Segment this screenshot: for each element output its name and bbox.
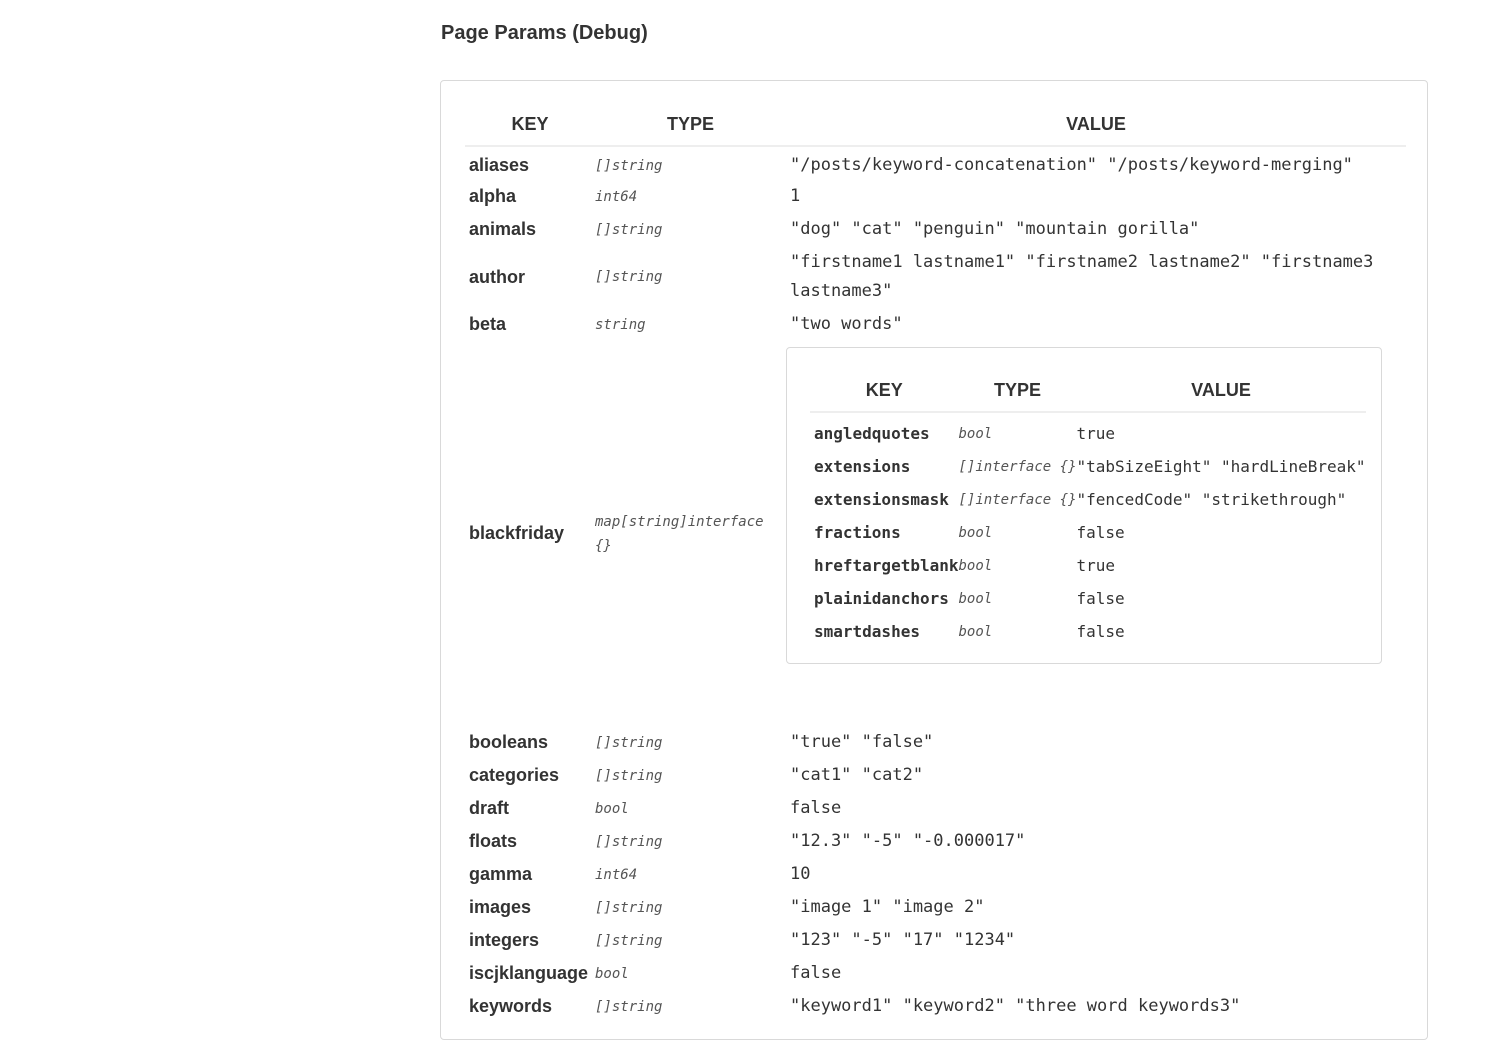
table-row bbox=[465, 990, 1406, 1023]
nested-type: []interface {} bbox=[958, 458, 1077, 475]
param-value: "keyword1" "keyword2" "three word keywords3" bbox=[790, 996, 1241, 1016]
param-value: "two words" bbox=[790, 314, 903, 334]
param-key: booleans bbox=[469, 732, 549, 752]
nested-panel bbox=[786, 347, 1382, 664]
nested-type: []interface {} bbox=[958, 491, 1077, 508]
param-type: []string bbox=[595, 157, 663, 174]
param-value: "image 1" "image 2" bbox=[790, 897, 985, 917]
nested-key: extensions bbox=[814, 457, 911, 476]
nested-type: bool bbox=[958, 425, 993, 442]
nested-header-value: VALUE bbox=[1077, 369, 1366, 412]
page-title: Page Params (Debug) bbox=[441, 22, 648, 44]
param-key: draft bbox=[469, 798, 509, 818]
nested-type: bool bbox=[958, 623, 993, 640]
nested-header-type: TYPE bbox=[959, 369, 1077, 412]
table-row bbox=[465, 308, 1406, 341]
param-key: animals bbox=[469, 219, 537, 239]
param-key: beta bbox=[469, 314, 507, 334]
table-row bbox=[465, 726, 1406, 759]
table-row bbox=[465, 146, 1406, 180]
param-type: bool bbox=[595, 965, 629, 982]
param-type: []string bbox=[595, 221, 663, 238]
param-value: "cat1" "cat2" bbox=[790, 765, 924, 785]
nested-key: smartdashes bbox=[814, 622, 920, 641]
param-type: []string bbox=[595, 932, 663, 949]
param-type bbox=[595, 341, 786, 726]
table-row bbox=[465, 792, 1406, 825]
header-value: VALUE bbox=[786, 103, 1406, 146]
params-panel bbox=[440, 80, 1428, 1040]
table-row bbox=[465, 957, 1406, 990]
param-value: "true" "false" bbox=[790, 732, 934, 752]
nested-row bbox=[810, 450, 1366, 483]
param-type: []string bbox=[595, 998, 663, 1015]
params-table bbox=[465, 103, 1406, 1023]
params-header-row bbox=[465, 103, 1406, 146]
param-value: "123" "-5" "17" "1234" bbox=[790, 930, 1016, 950]
nested-type: bool bbox=[958, 557, 993, 574]
nested-key: extensionsmask bbox=[814, 490, 949, 509]
nested-key: fractions bbox=[814, 523, 901, 542]
param-key: alpha bbox=[469, 186, 517, 206]
table-row bbox=[465, 825, 1406, 858]
param-key: floats bbox=[469, 831, 518, 851]
param-type-text: map[string]interface {} bbox=[595, 513, 764, 554]
header-key: KEY bbox=[465, 103, 595, 146]
nested-type: bool bbox=[958, 590, 993, 607]
param-type: string bbox=[595, 316, 646, 333]
nested-row bbox=[810, 483, 1366, 516]
table-row bbox=[465, 924, 1406, 957]
nested-value: true bbox=[1076, 424, 1116, 443]
header-type: TYPE bbox=[595, 103, 786, 146]
param-key: gamma bbox=[469, 864, 533, 884]
nested-row bbox=[810, 412, 1366, 450]
param-type: []string bbox=[595, 269, 663, 285]
nested-value: false bbox=[1076, 622, 1125, 641]
param-value: false bbox=[790, 798, 842, 818]
param-key: aliases bbox=[469, 155, 530, 175]
table-row bbox=[465, 891, 1406, 924]
param-key: iscjklanguage bbox=[469, 963, 589, 983]
table-row bbox=[465, 180, 1406, 213]
param-value bbox=[786, 341, 1406, 726]
param-type: []string bbox=[595, 734, 663, 751]
nested-header-key: KEY bbox=[810, 369, 959, 412]
param-value: false bbox=[790, 963, 842, 983]
nested-header-row bbox=[810, 369, 1366, 412]
table-row bbox=[465, 341, 1406, 726]
nested-key: angledquotes bbox=[814, 424, 930, 443]
param-type: bool bbox=[595, 800, 629, 817]
nested-type: bool bbox=[958, 524, 993, 541]
param-value: "12.3" "-5" "-0.000017" bbox=[790, 831, 1026, 851]
param-key: categories bbox=[469, 765, 560, 785]
param-key: blackfriday bbox=[469, 523, 565, 543]
param-type: int64 bbox=[595, 188, 638, 205]
nested-row bbox=[810, 516, 1366, 549]
nested-table bbox=[810, 369, 1366, 648]
param-value: 1 bbox=[790, 186, 801, 206]
nested-key: plainidanchors bbox=[814, 589, 949, 608]
table-row bbox=[465, 858, 1406, 891]
param-key: images bbox=[469, 897, 532, 917]
nested-value: "fencedCode" "strikethrough" bbox=[1076, 490, 1347, 509]
param-type: []string bbox=[595, 767, 663, 784]
param-key: integers bbox=[469, 930, 540, 950]
param-type: int64 bbox=[595, 866, 638, 883]
param-value: 10 bbox=[790, 864, 811, 884]
table-row bbox=[465, 759, 1406, 792]
nested-key: hreftargetblank bbox=[814, 556, 959, 575]
nested-row bbox=[810, 582, 1366, 615]
nested-value: "tabSizeEight" "hardLineBreak" bbox=[1076, 457, 1366, 476]
table-row bbox=[465, 246, 1406, 308]
table-row bbox=[465, 213, 1406, 246]
param-value: "dog" "cat" "penguin" "mountain gorilla" bbox=[790, 219, 1200, 239]
param-value: "firstname1 lastname1" "firstname2 lastname2" "firstname3 lastname3" bbox=[790, 252, 1374, 301]
param-key: keywords bbox=[469, 996, 553, 1016]
nested-value: false bbox=[1076, 589, 1125, 608]
nested-value: false bbox=[1076, 523, 1125, 542]
nested-value: true bbox=[1076, 556, 1116, 575]
param-type: []string bbox=[595, 833, 663, 850]
nested-row bbox=[810, 549, 1366, 582]
nested-row bbox=[810, 615, 1366, 648]
param-type: []string bbox=[595, 899, 663, 916]
param-value: "/posts/keyword-concatenation" "/posts/keyword-merging" bbox=[790, 155, 1353, 175]
param-key: author bbox=[469, 266, 525, 287]
